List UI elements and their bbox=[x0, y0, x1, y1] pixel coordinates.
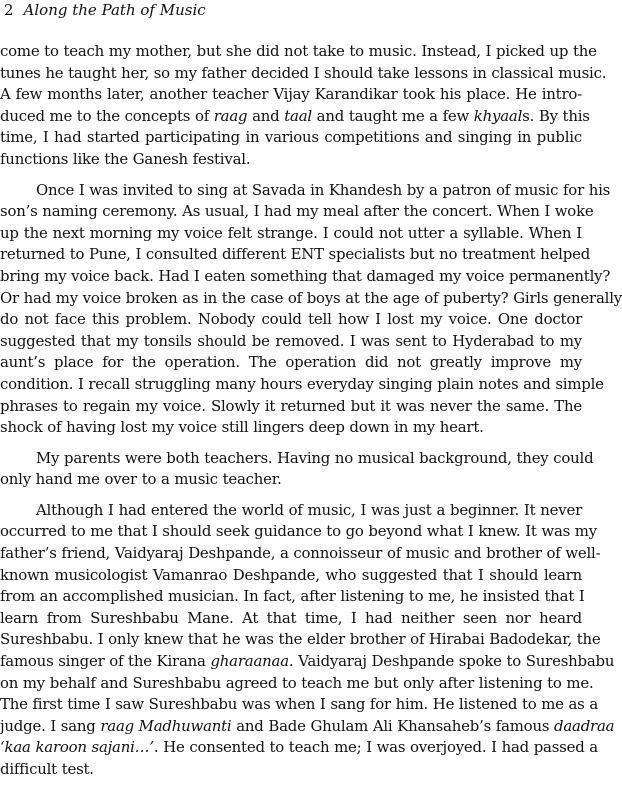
text-run: tunes he taught her, so my father decided I should take lessons in classical music. bbox=[0, 63, 607, 82]
text-run: come to teach my mother, but she did not take to music. Instead, I picked up the bbox=[0, 42, 597, 60]
text-run: suggested that my tonsils should be removed. I was sent to Hyderabad to my bbox=[0, 331, 582, 350]
text-run: only hand me over to a music teacher. bbox=[0, 470, 282, 489]
text-run: shock of having lost my voice still lingers deep down in my heart. bbox=[0, 418, 484, 437]
text-run: and bbox=[247, 106, 285, 125]
text-line bbox=[0, 651, 615, 673]
text-line bbox=[0, 244, 591, 266]
text-run: father’s friend, Vaidyaraj Deshpande, a connoisseur of music and brother of well- bbox=[0, 544, 601, 563]
text-run: up the next morning my voice felt strange. I could not utter a syllable. When I bbox=[0, 223, 582, 242]
body-text bbox=[0, 41, 622, 781]
text-run: aunt’s place for the operation. The operation did not greatly improve my bbox=[0, 353, 582, 372]
running-header bbox=[4, 0, 206, 22]
italic-term: raag bbox=[213, 106, 248, 125]
paragraph bbox=[0, 180, 622, 439]
text-run: and Bade Ghulam Ali Khansaheb’s famous bbox=[231, 716, 555, 735]
text-line bbox=[0, 41, 597, 63]
text-run: time, I had started participating in various competitions and singing in public bbox=[0, 128, 582, 147]
text-line bbox=[0, 149, 582, 171]
text-run: My parents were both teachers. Having no musical background, they could bbox=[36, 448, 594, 467]
italic-term: ‘kaa karoon sajani…’ bbox=[0, 738, 154, 757]
text-line bbox=[0, 565, 582, 587]
text-line bbox=[0, 288, 622, 310]
text-run: son’s naming ceremony. As usual, I had my meal after the concert. When I woke bbox=[0, 202, 594, 221]
text-line bbox=[0, 201, 594, 223]
text-run: occurred to me that I should seek guidance to go beyond what I knew. It was my bbox=[0, 522, 597, 541]
paragraph bbox=[0, 448, 594, 491]
italic-term: gharaanaa bbox=[210, 652, 289, 671]
text-run: . He consented to teach me; I was overjoyed. I had passed a bbox=[153, 738, 598, 757]
text-run: s. By this bbox=[522, 106, 590, 125]
text-line bbox=[0, 737, 598, 759]
text-run: judge. I sang bbox=[0, 716, 101, 735]
italic-term: khyaal bbox=[473, 106, 523, 125]
text-line bbox=[0, 716, 615, 738]
text-run: difficult test. bbox=[0, 760, 94, 778]
text-line bbox=[0, 352, 582, 374]
paragraph bbox=[0, 500, 615, 781]
text-line bbox=[0, 63, 607, 85]
text-line bbox=[0, 331, 582, 353]
text-line bbox=[0, 694, 599, 716]
text-run: from an accomplished musician. In fact, after listening to me, he insisted that I bbox=[0, 587, 585, 606]
text-run: on my behalf and Sureshbabu agreed to teach me but only after listening to me. bbox=[0, 673, 594, 692]
text-line bbox=[0, 396, 582, 418]
text-run: condition. I recall struggling many hours everyday singing plain notes and simple bbox=[0, 374, 604, 393]
text-run: Sureshbabu. I only knew that he was the elder brother of Hirabai Badodekar, the bbox=[0, 630, 601, 649]
italic-term: daadraa bbox=[554, 716, 615, 735]
text-run: Although I had entered the world of music, I was just a beginner. It never bbox=[36, 500, 582, 519]
text-line bbox=[0, 759, 582, 781]
text-line bbox=[0, 106, 590, 128]
text-line bbox=[0, 469, 582, 491]
text-line bbox=[0, 223, 582, 245]
text-line bbox=[0, 417, 582, 439]
text-run: A few months later, another teacher Vijay Karandikar took his place. He intro- bbox=[0, 85, 582, 104]
text-line bbox=[0, 500, 582, 522]
text-run: Or had my voice broken as in the case of boys at the age of puberty? Girls generally bbox=[0, 288, 622, 307]
page-number: 2 bbox=[4, 1, 14, 19]
text-line bbox=[0, 521, 597, 543]
text-run: famous singer of the Kirana bbox=[0, 652, 211, 671]
paragraph bbox=[0, 41, 607, 171]
text-line bbox=[0, 180, 611, 202]
text-line bbox=[0, 448, 594, 470]
text-line bbox=[0, 629, 601, 651]
text-run: bring my voice back. Had I eaten something that damaged my voice permanently? bbox=[0, 266, 611, 285]
italic-term: raag Madhuwanti bbox=[100, 716, 232, 735]
text-line bbox=[0, 673, 594, 695]
text-run: duced me to the concepts of bbox=[0, 106, 214, 125]
text-line bbox=[0, 608, 582, 630]
text-run: The first time I saw Sureshbabu was when I sang for him. He listened to me as a bbox=[0, 695, 599, 714]
text-line bbox=[0, 309, 582, 331]
text-line bbox=[0, 374, 604, 396]
text-line bbox=[0, 543, 601, 565]
text-run: and taught me a few bbox=[311, 106, 474, 125]
text-line bbox=[0, 266, 611, 288]
text-run: functions like the Ganesh festival. bbox=[0, 149, 251, 168]
text-line bbox=[0, 127, 582, 149]
text-run: phrases to regain my voice. Slowly it returned but it was never the same. The bbox=[0, 396, 582, 415]
text-run: Once I was invited to sing at Savada in Khandesh by a patron of music for his bbox=[36, 180, 611, 199]
italic-term: taal bbox=[284, 106, 312, 125]
text-run: known musicologist Vamanrao Deshpande, who suggested that I should learn bbox=[0, 565, 582, 584]
book-title: Along the Path of Music bbox=[23, 1, 206, 19]
text-line bbox=[0, 586, 585, 608]
text-run: returned to Pune, I consulted different ENT specialists but no treatment helped bbox=[0, 245, 591, 264]
text-line bbox=[0, 84, 582, 106]
text-run: . Vaidyaraj Deshpande spoke to Sureshbabu bbox=[288, 652, 615, 671]
text-run: learn from Sureshbabu Mane. At that time, I had neither seen nor heard bbox=[0, 608, 582, 627]
text-run: do not face this problem. Nobody could tell how I lost my voice. One doctor bbox=[0, 310, 582, 329]
